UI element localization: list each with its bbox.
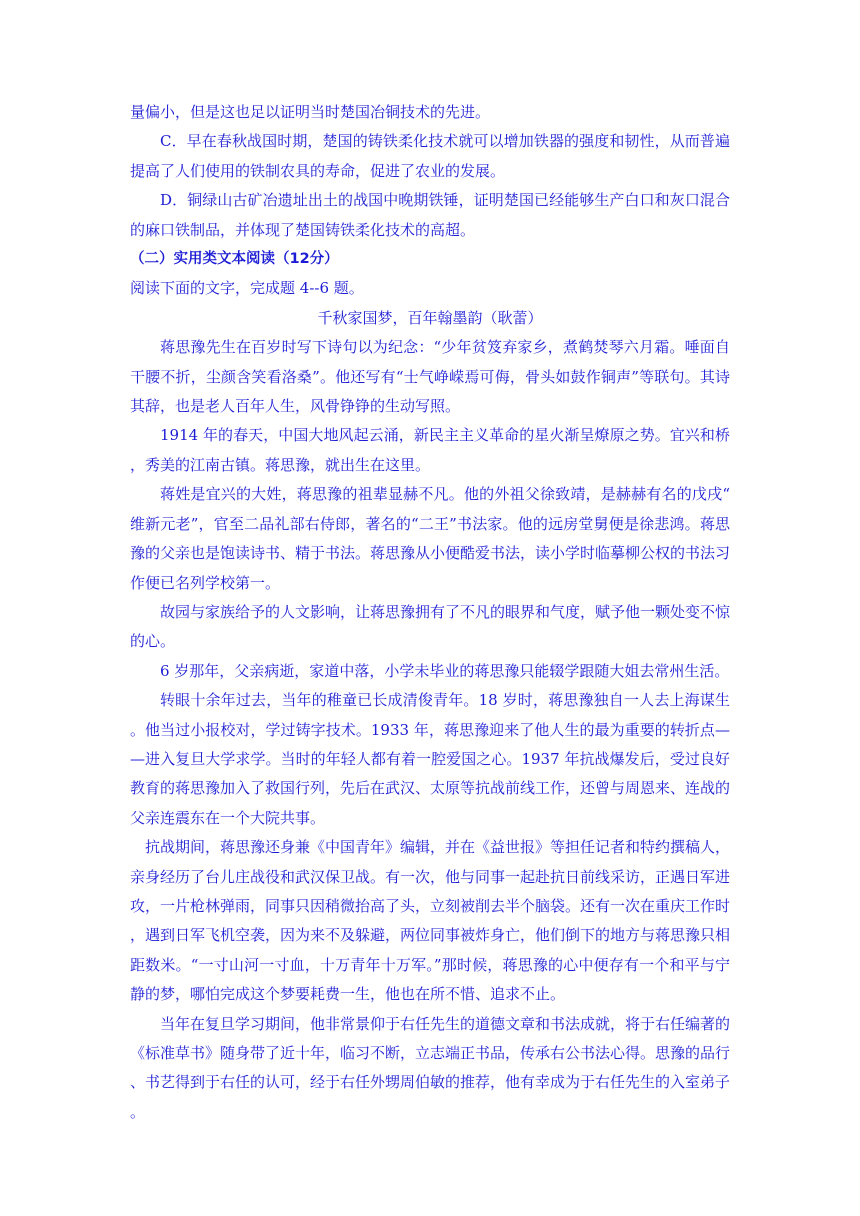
- paragraph-influence: 故园与家族给予的人文影响，让蒋思豫拥有了不凡的眼界和气度，赋予他一颗处变不惊的心。: [130, 602, 731, 651]
- paragraph-option-c: C．早在春秋战国时期，楚国的铸铁柔化技术就可以增加铁器的强度和韧性，从而普遍提高了人们使用的铁制农具的寿命，促进了农业的发展。: [130, 132, 730, 180]
- section-heading: （二）实用类文本阅读（12分）: [130, 251, 339, 268]
- paragraph-family: 蒋姓是宜兴的大姓，蒋思豫的祖辈显赫不凡。他的外祖父徐致靖，是赫赫有名的戊戌“维新元老”，官至二品礼部右侍郎，著名的“二王”书法家。他的远房堂舅便是徐悲鸿。蒋思豫的父亲也是饱读诗书、精于书法。蒋思豫从小便酷爱书法，读小学时临摹柳公权的书法习作便已名列学校第一。: [130, 485, 731, 592]
- paragraph-fudan-study: 当年在复旦学习期间，他非常景仰于右任先生的道德文章和书法成就，将于右任编著的《标准草书》随身带了近十年，临习不断，立志端正书品，传承右公书法心得。思豫的品行、书艺得到于右任的认可，经于右任外甥周伯敏的推荐，他有幸成为于右任先生的入室弟子。: [130, 1014, 731, 1121]
- paragraph-war-period: 抗战期间，蒋思豫还身兼《中国青年》编辑，并在《益世报》等担任记者和特约撰稿人，亲身经历了台儿庄战役和武汉保卫战。有一次，他与同事一起赴抗日前线采访，正遇日军进攻，一片枪林弹雨，同事只因稍微抬高了头，立刻被削去半个脑袋。还有一次在重庆工作时，遇到日军飞机空袭，因为来不及躲避，两位同事被炸身亡，他们倒下的地方与蒋思豫只相距数米。“一寸山河一寸血，十万青年十万军。”那时候，蒋思豫的心中便存有一个和平与宁静的梦，哪怕完成这个梦要耗费一生，他也在所不惜、追求不止。: [130, 838, 731, 1004]
- paragraph-father-death: 6 岁那年，父亲病逝，家道中落，小学未毕业的蒋思豫只能辍学跟随大姐去常州生活。: [160, 661, 730, 680]
- article-title: 千秋家国梦，百年翰墨韵（耿蕾）: [317, 308, 543, 327]
- paragraph-option-b-continued: 量偏小，但是这也足以证明当时楚国冶铜技术的先进。: [130, 103, 491, 121]
- paragraph-youth: 转眼十余年过去，当年的稚童已长成清俊青年。18 岁时，蒋思豫独自一人去上海谋生。他当过小报校对，学过铸字技术。1933 年，蒋思豫迎来了他人生的最为重要的转折点——进入复旦大学求学。当时的年轻人都有着一腔爱国之心。1937 年抗战爆发后，受过良好教育的蒋思豫加入了救国行列，先后在武汉、太原等抗战前线工作，还曾与周恩来、连战的父亲连震东在一个大院共事。: [130, 691, 731, 827]
- paragraph-option-d: D．铜绿山古矿冶遗址出土的战国中晚期铁锤，证明楚国已经能够生产白口和灰口混合的麻口铁制品，并体现了楚国铸铁柔化技术的高超。: [130, 191, 730, 239]
- paragraph-poem-intro: 蒋思豫先生在百岁时写下诗句以为纪念：“少年贫笈弃家乡，煮鹤焚琴六月霜。唾面自干腰不折，尘颜含笑看洛桑”。他还写有“士气峥嵘焉可侮，骨头如鼓作铜声”等联句。其诗其辞，也是老人百年人生，风骨铮铮的生动写照。: [130, 338, 730, 416]
- paragraph-birth: 1914 年的春天，中国大地风起云涌，新民主主义革命的星火渐呈燎原之势。宜兴和桥，秀美的江南古镇。蒋思豫，就出生在这里。: [130, 426, 730, 474]
- reading-instruction: 阅读下面的文字，完成题 4--6 题。: [130, 279, 364, 298]
